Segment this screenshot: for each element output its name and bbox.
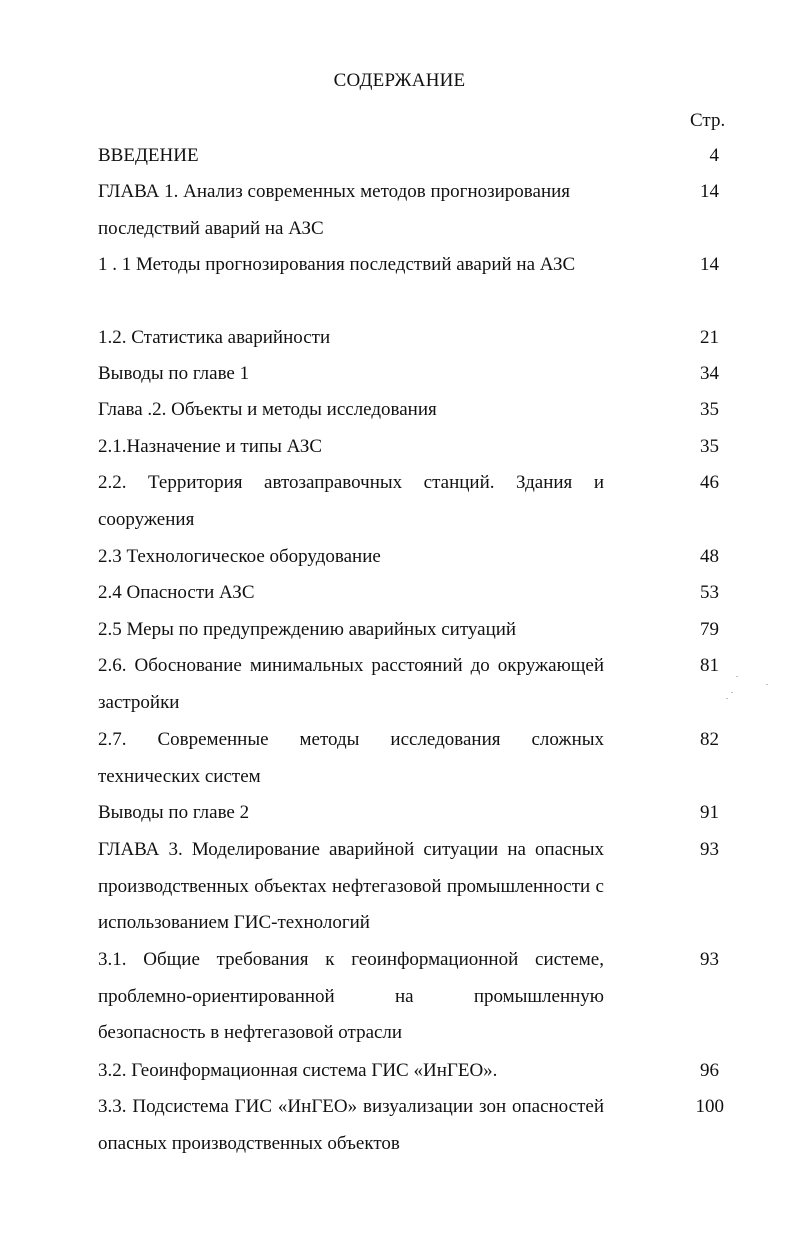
toc-entry-conclusions-1 xyxy=(98,356,604,393)
scan-speck xyxy=(731,692,733,693)
toc-entry-text: ГЛАВА 3. Моделирование аварийной ситуации на опасных производственных объектах нефтегазовой промышленности с использованием ГИС-технологий xyxy=(98,839,604,933)
toc-entry-text: 2.6. Обоснование минимальных расстояний до окружающей застройки xyxy=(98,655,604,713)
toc-entry-text: 1 . 1 Методы прогнозирования последствий аварий на АЗС xyxy=(98,254,576,275)
toc-page-number: 91 xyxy=(700,802,719,823)
toc-entry-section-2-4 xyxy=(98,575,604,612)
toc-entry-section-3-2 xyxy=(98,1053,604,1090)
toc-page-number: 14 xyxy=(700,181,719,202)
toc-page-number: 48 xyxy=(700,546,719,567)
scan-speck xyxy=(766,684,768,685)
toc-page-number: 35 xyxy=(700,399,719,420)
toc-page-number: 46 xyxy=(700,472,719,493)
toc-entry-text: Глава .2. Объекты и методы исследования xyxy=(98,399,437,420)
toc-entry-section-2-6 xyxy=(98,648,604,721)
toc-page-number: 96 xyxy=(700,1060,719,1081)
toc-entry-text: 2.3 Технологическое оборудование xyxy=(98,546,381,567)
toc-entry-text: ВВЕДЕНИЕ xyxy=(98,145,199,166)
toc-entry-section-3-3 xyxy=(98,1089,604,1162)
toc-entry-introduction xyxy=(98,138,604,175)
toc-page-number: 81 xyxy=(700,655,719,676)
toc-entry-section-3-1 xyxy=(98,942,604,1052)
toc-entry-text: 2.2. Территория автозаправочных станций. Здания и сооружения xyxy=(98,472,604,530)
toc-page-number: 82 xyxy=(700,729,719,750)
toc-entry-section-1-2 xyxy=(98,320,604,357)
toc-entry-text: 1.2. Статистика аварийности xyxy=(98,327,331,348)
toc-page-number: 14 xyxy=(700,254,719,275)
page-column-label: Стр. xyxy=(690,110,726,131)
toc-entry-chapter-3 xyxy=(98,832,604,942)
toc-page-number: 79 xyxy=(700,619,719,640)
toc-page-number: 100 xyxy=(695,1096,724,1117)
toc-entry-section-2-7 xyxy=(98,722,604,795)
toc-entry-text: 2.5 Меры по предупреждению аварийных ситуаций xyxy=(98,619,517,640)
toc-entry-section-2-1 xyxy=(98,429,604,466)
toc-entry-section-1-1 xyxy=(98,247,604,284)
toc-entry-text: 2.1.Назначение и типы АЗС xyxy=(98,436,323,457)
toc-page-number: 21 xyxy=(700,327,719,348)
toc-page-number: 93 xyxy=(700,949,719,970)
toc-entry-text: Выводы по главе 2 xyxy=(98,802,250,823)
toc-entry-text: ГЛАВА 1. Анализ современных методов прогнозирования последствий аварий на АЗС xyxy=(98,181,571,239)
toc-entry-text: Выводы по главе 1 xyxy=(98,363,250,384)
toc-page-number: 53 xyxy=(700,582,719,603)
page-title: СОДЕРЖАНИЕ xyxy=(333,70,466,91)
toc-entry-text: 2.4 Опасности АЗС xyxy=(98,582,255,603)
toc-page-number: 34 xyxy=(700,363,719,384)
scan-speck xyxy=(736,676,738,677)
toc-page-number: 93 xyxy=(700,839,719,860)
toc-entry-section-2-3 xyxy=(98,539,604,576)
toc-entry-chapter-1 xyxy=(98,174,604,247)
toc-entry-text: 3.3. Подсистема ГИС «ИнГЕО» визуализации зон опасностей опасных производственных объектов xyxy=(98,1096,604,1154)
toc-entry-conclusions-2 xyxy=(98,795,604,832)
toc-entry-chapter-2 xyxy=(98,392,604,429)
toc-entry-text: 3.1. Общие требования к геоинформационной системе, проблемно-ориентированной на промышленную безопасность в нефтегазовой отрасли xyxy=(98,949,604,1043)
scan-speck xyxy=(726,698,728,699)
toc-entry-section-2-5 xyxy=(98,612,604,649)
toc-entry-text: 2.7. Современные методы исследования сложных технических систем xyxy=(98,729,604,787)
toc-entry-text: 3.2. Геоинформационная система ГИС «ИнГЕО». xyxy=(98,1060,498,1081)
toc-entry-section-2-2 xyxy=(98,465,604,538)
toc-page-number: 4 xyxy=(709,145,719,166)
toc-page-number: 35 xyxy=(700,436,719,457)
